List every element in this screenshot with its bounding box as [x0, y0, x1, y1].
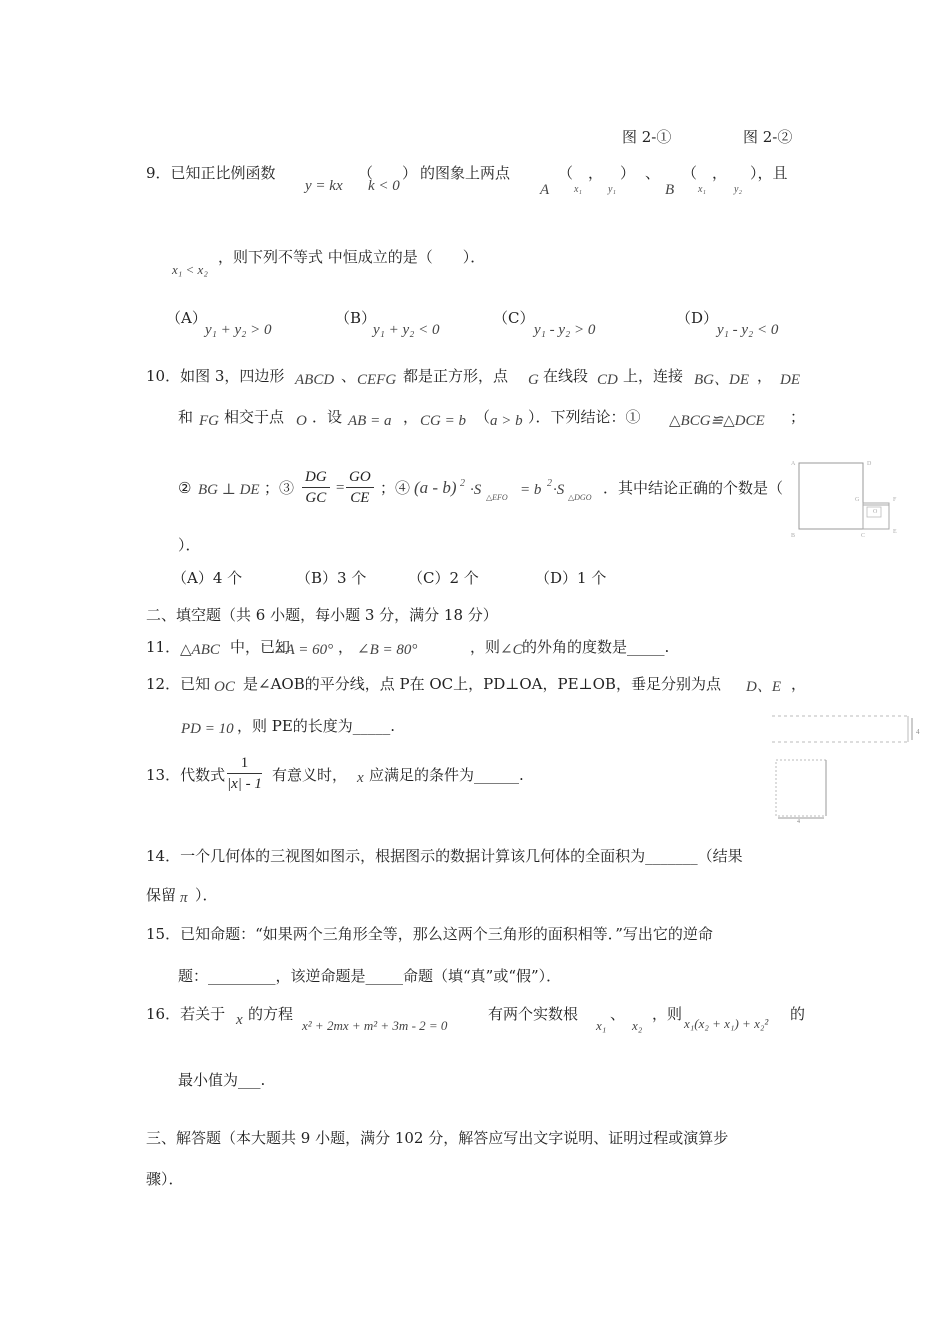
q10-opt-b: （B）3 个 — [296, 569, 367, 587]
q12-c: 是∠AOB的平分线，点 P在 OC上，PD⊥OA，PE⊥OB，垂足分别为点 — [243, 675, 721, 693]
q10-l1d: CEFG — [357, 372, 397, 388]
fig-label-2-2: 图 2-② — [743, 128, 793, 146]
q15-l1: 15．已知命题：“如果两个三角形全等，那么这两个三角形的面积相等．”写出它的逆命 — [146, 925, 713, 943]
q9-opt-c-label: （C） — [493, 309, 535, 327]
q14-l2c: ）． — [195, 886, 218, 904]
q11-i: 的外角的度数是_____. — [522, 638, 670, 656]
q16-g: 、 — [610, 1005, 626, 1023]
q9-opt-a-expr: y₁ + y₂ > 0 — [205, 322, 272, 338]
q13-frac — [227, 753, 262, 794]
q10-l2g: ， — [403, 408, 419, 426]
section-3-heading-l2: 骤）． — [146, 1170, 184, 1188]
q9-opt-d-label: （D） — [676, 309, 719, 327]
q16-c: 的方程 — [248, 1005, 294, 1023]
fig-front-view — [776, 760, 826, 816]
q10-l3e: = — [335, 480, 346, 496]
q9-sep: 、 — [645, 164, 661, 182]
q16-f: x₁ — [596, 1018, 607, 1033]
q9-pA-open: （ — [558, 164, 574, 182]
q12-a: 12．已知 — [146, 675, 211, 693]
q10-l2k: ）．下列结论：① — [528, 408, 641, 426]
q16-i: ，则 — [652, 1005, 683, 1023]
q11-f: ∠B = 80° — [357, 642, 418, 658]
square-abcd — [799, 463, 863, 529]
q14-l2b: π — [180, 890, 188, 906]
q10-frac-1-num: DG — [302, 467, 330, 488]
q11-b: △ABC — [180, 642, 220, 658]
q10-l1g: 在线段 — [543, 367, 589, 385]
q11-e: ， — [338, 638, 354, 656]
q9-cond-close: ） — [402, 164, 418, 182]
q10-l2b: FG — [199, 413, 219, 429]
q11-a: 11． — [146, 638, 181, 656]
q10-l3j-sup: 2 — [547, 478, 552, 489]
q10-l1c: 、 — [341, 367, 357, 385]
q12-e: ， — [791, 675, 807, 693]
fig-label-a: A — [791, 461, 796, 467]
q10-l3c: ；③ — [264, 479, 295, 497]
q10-l2i: （ — [475, 408, 491, 426]
section-2-heading: 二、填空题（共 6 小题，每小题 3 分，满分 18 分） — [146, 606, 498, 624]
q10-opt-a: （A）4 个 — [172, 569, 243, 587]
q10-l1h: CD — [597, 372, 618, 388]
q10-l3b: BG ⊥ DE — [198, 482, 260, 498]
q10-l2d: O — [296, 413, 307, 429]
q10-l3i-sub: △EFO — [486, 493, 508, 502]
q10-l1f: G — [528, 372, 539, 388]
q12-f: PD = 10 — [181, 721, 234, 737]
q9-mid: 的图象上两点 — [420, 164, 511, 182]
q15-l2: 题：_________，该逆命题是_____命题（填“真”或“假”）． — [178, 967, 562, 985]
q9-opt-d-expr: y₁ - y₂ < 0 — [717, 322, 779, 338]
fig-label-d: D — [867, 461, 872, 467]
q10-l2f: AB = a — [348, 413, 392, 429]
q16-d: x² + 2mx + m² + 3m - 2 = 0 — [302, 1018, 448, 1033]
q10-l3g: ；④ — [380, 479, 411, 497]
q13-frac-den: |x| - 1 — [227, 776, 262, 792]
q16-b: x — [236, 1012, 243, 1028]
q10-l1e: 都是正方形，点 — [403, 367, 509, 385]
q14-figure — [770, 712, 930, 824]
q12-g: ，则 PE的长度为_____. — [237, 717, 396, 735]
fig-label-f: F — [893, 497, 897, 503]
q11-c: 中，已知 — [230, 638, 291, 656]
q10-l1i: 上，连接 — [623, 367, 684, 385]
q9-cond-open: （ — [358, 164, 374, 182]
q13-a: 13．代数式 — [146, 766, 226, 784]
q10-opt-c: （C）2 个 — [408, 569, 479, 587]
fig-label-o: O — [873, 509, 878, 515]
q10-l1l: DE — [780, 372, 800, 388]
q10-l2e: ．设 — [312, 408, 343, 426]
q9-pA-close: ） — [620, 164, 636, 182]
q16-k: 的 — [790, 1005, 806, 1023]
q10-l2l: △BCG≌△DCE — [669, 413, 765, 429]
q9-lead: 9．已知正比例函数 — [146, 164, 276, 182]
fig-label-2-1: 图 2-① — [622, 128, 672, 146]
q9-cond: k < 0 — [368, 178, 400, 194]
fig-label-b: B — [791, 533, 796, 539]
q9-pB-close: ），且 — [750, 164, 788, 182]
q10-l3h: (a - b) — [414, 478, 457, 497]
q10-l3k-sub: △DGO — [568, 493, 592, 502]
q9-line2: ，则下列不等式 中恒成立的是（ ）． — [218, 248, 486, 266]
q10-frac-2 — [346, 467, 374, 508]
q10-l1a: 10．如图 3，四边形 — [146, 367, 285, 385]
q9-pA: A — [540, 182, 550, 198]
fig-label-e: E — [893, 529, 897, 535]
q14-l2a: 保留 — [146, 886, 177, 904]
q12-b: OC — [214, 679, 235, 695]
q10-l3j: = b — [520, 482, 542, 498]
q9-opt-b-expr: y₁ + y₂ < 0 — [373, 322, 440, 338]
q9-pA-comma: ， — [588, 164, 604, 182]
q10-frac-2-num: GO — [346, 467, 374, 488]
q10-l3k: ·S — [553, 482, 565, 498]
q9-cond2: x₁ < x₂ — [172, 262, 208, 277]
q16-e: 有两个实数根 — [488, 1005, 579, 1023]
q10-frac-1 — [302, 467, 330, 508]
q10-l3h-sup: 2 — [460, 478, 465, 489]
fig-dim-base: 4 — [797, 819, 800, 824]
q9-pA-y: y₁ — [608, 184, 616, 195]
q11-h: ∠C — [500, 642, 523, 658]
q9-pB-open: （ — [682, 164, 698, 182]
q9-pB-x: x₁ — [698, 184, 706, 195]
q13-d: 应满足的条件为______. — [369, 766, 524, 784]
q12-d: D、E — [746, 679, 781, 695]
q9-opt-a-label: （A） — [166, 309, 207, 327]
q9-opt-b-label: （B） — [335, 309, 377, 327]
q9-pA-x: x₁ — [574, 184, 582, 195]
q16-l2: 最小值为___. — [178, 1071, 266, 1089]
q14-l1: 14．一个几何体的三视图如图示，根据图示的数据计算该几何体的全面积为_______（结果 — [146, 847, 743, 865]
q9-func: y = kx — [305, 178, 343, 194]
q10-l2c: 相交于点 — [224, 408, 285, 426]
section-3-heading-l1: 三、解答题（本大题共 9 小题，满分 102 分，解答应写出文字说明、证明过程或演算步 — [146, 1129, 729, 1147]
fig-label-c: C — [861, 533, 866, 539]
fig-dim-4: 4 — [916, 728, 920, 736]
fig-label-g: G — [855, 497, 860, 503]
q9-pB-y: y₂ — [734, 184, 742, 195]
q10-frac-2-den: CE — [350, 490, 370, 506]
q10-l1b: ABCD — [295, 372, 335, 388]
q10-figure — [785, 455, 905, 545]
q11-g: ，则 — [470, 638, 501, 656]
q9-opt-c-expr: y₁ - y₂ > 0 — [534, 322, 596, 338]
q11-d: ∠A = 60° — [273, 642, 334, 658]
q10-l2j: a > b — [490, 413, 523, 429]
q10-opt-d: （D）1 个 — [535, 569, 607, 587]
q10-l3i: ·S — [470, 482, 482, 498]
q16-a: 16．若关于 — [146, 1005, 226, 1023]
q16-h: x₂ — [632, 1018, 643, 1033]
q13-c: x — [357, 770, 364, 786]
q10-l2m: ； — [790, 408, 806, 426]
q9-pB: B — [665, 182, 675, 198]
q10-frac-1-den: GC — [305, 490, 327, 506]
q10-l1k: ， — [757, 367, 773, 385]
q10-l3l: ．其中结论正确的个数是（ — [603, 479, 784, 497]
q10-l1j: BG、DE — [694, 372, 749, 388]
q13-frac-num: 1 — [227, 753, 262, 774]
q16-j: x₁(x₂ + x₁) + x₂² — [684, 1016, 769, 1031]
q10-l2a: 和 — [178, 408, 194, 426]
q10-l3a: ② — [178, 479, 192, 497]
q9-pB-comma: ， — [712, 164, 728, 182]
q10-l2h: CG = b — [420, 413, 466, 429]
q13-b: 有意义时， — [272, 766, 348, 784]
q10-l4: ）． — [178, 536, 201, 554]
